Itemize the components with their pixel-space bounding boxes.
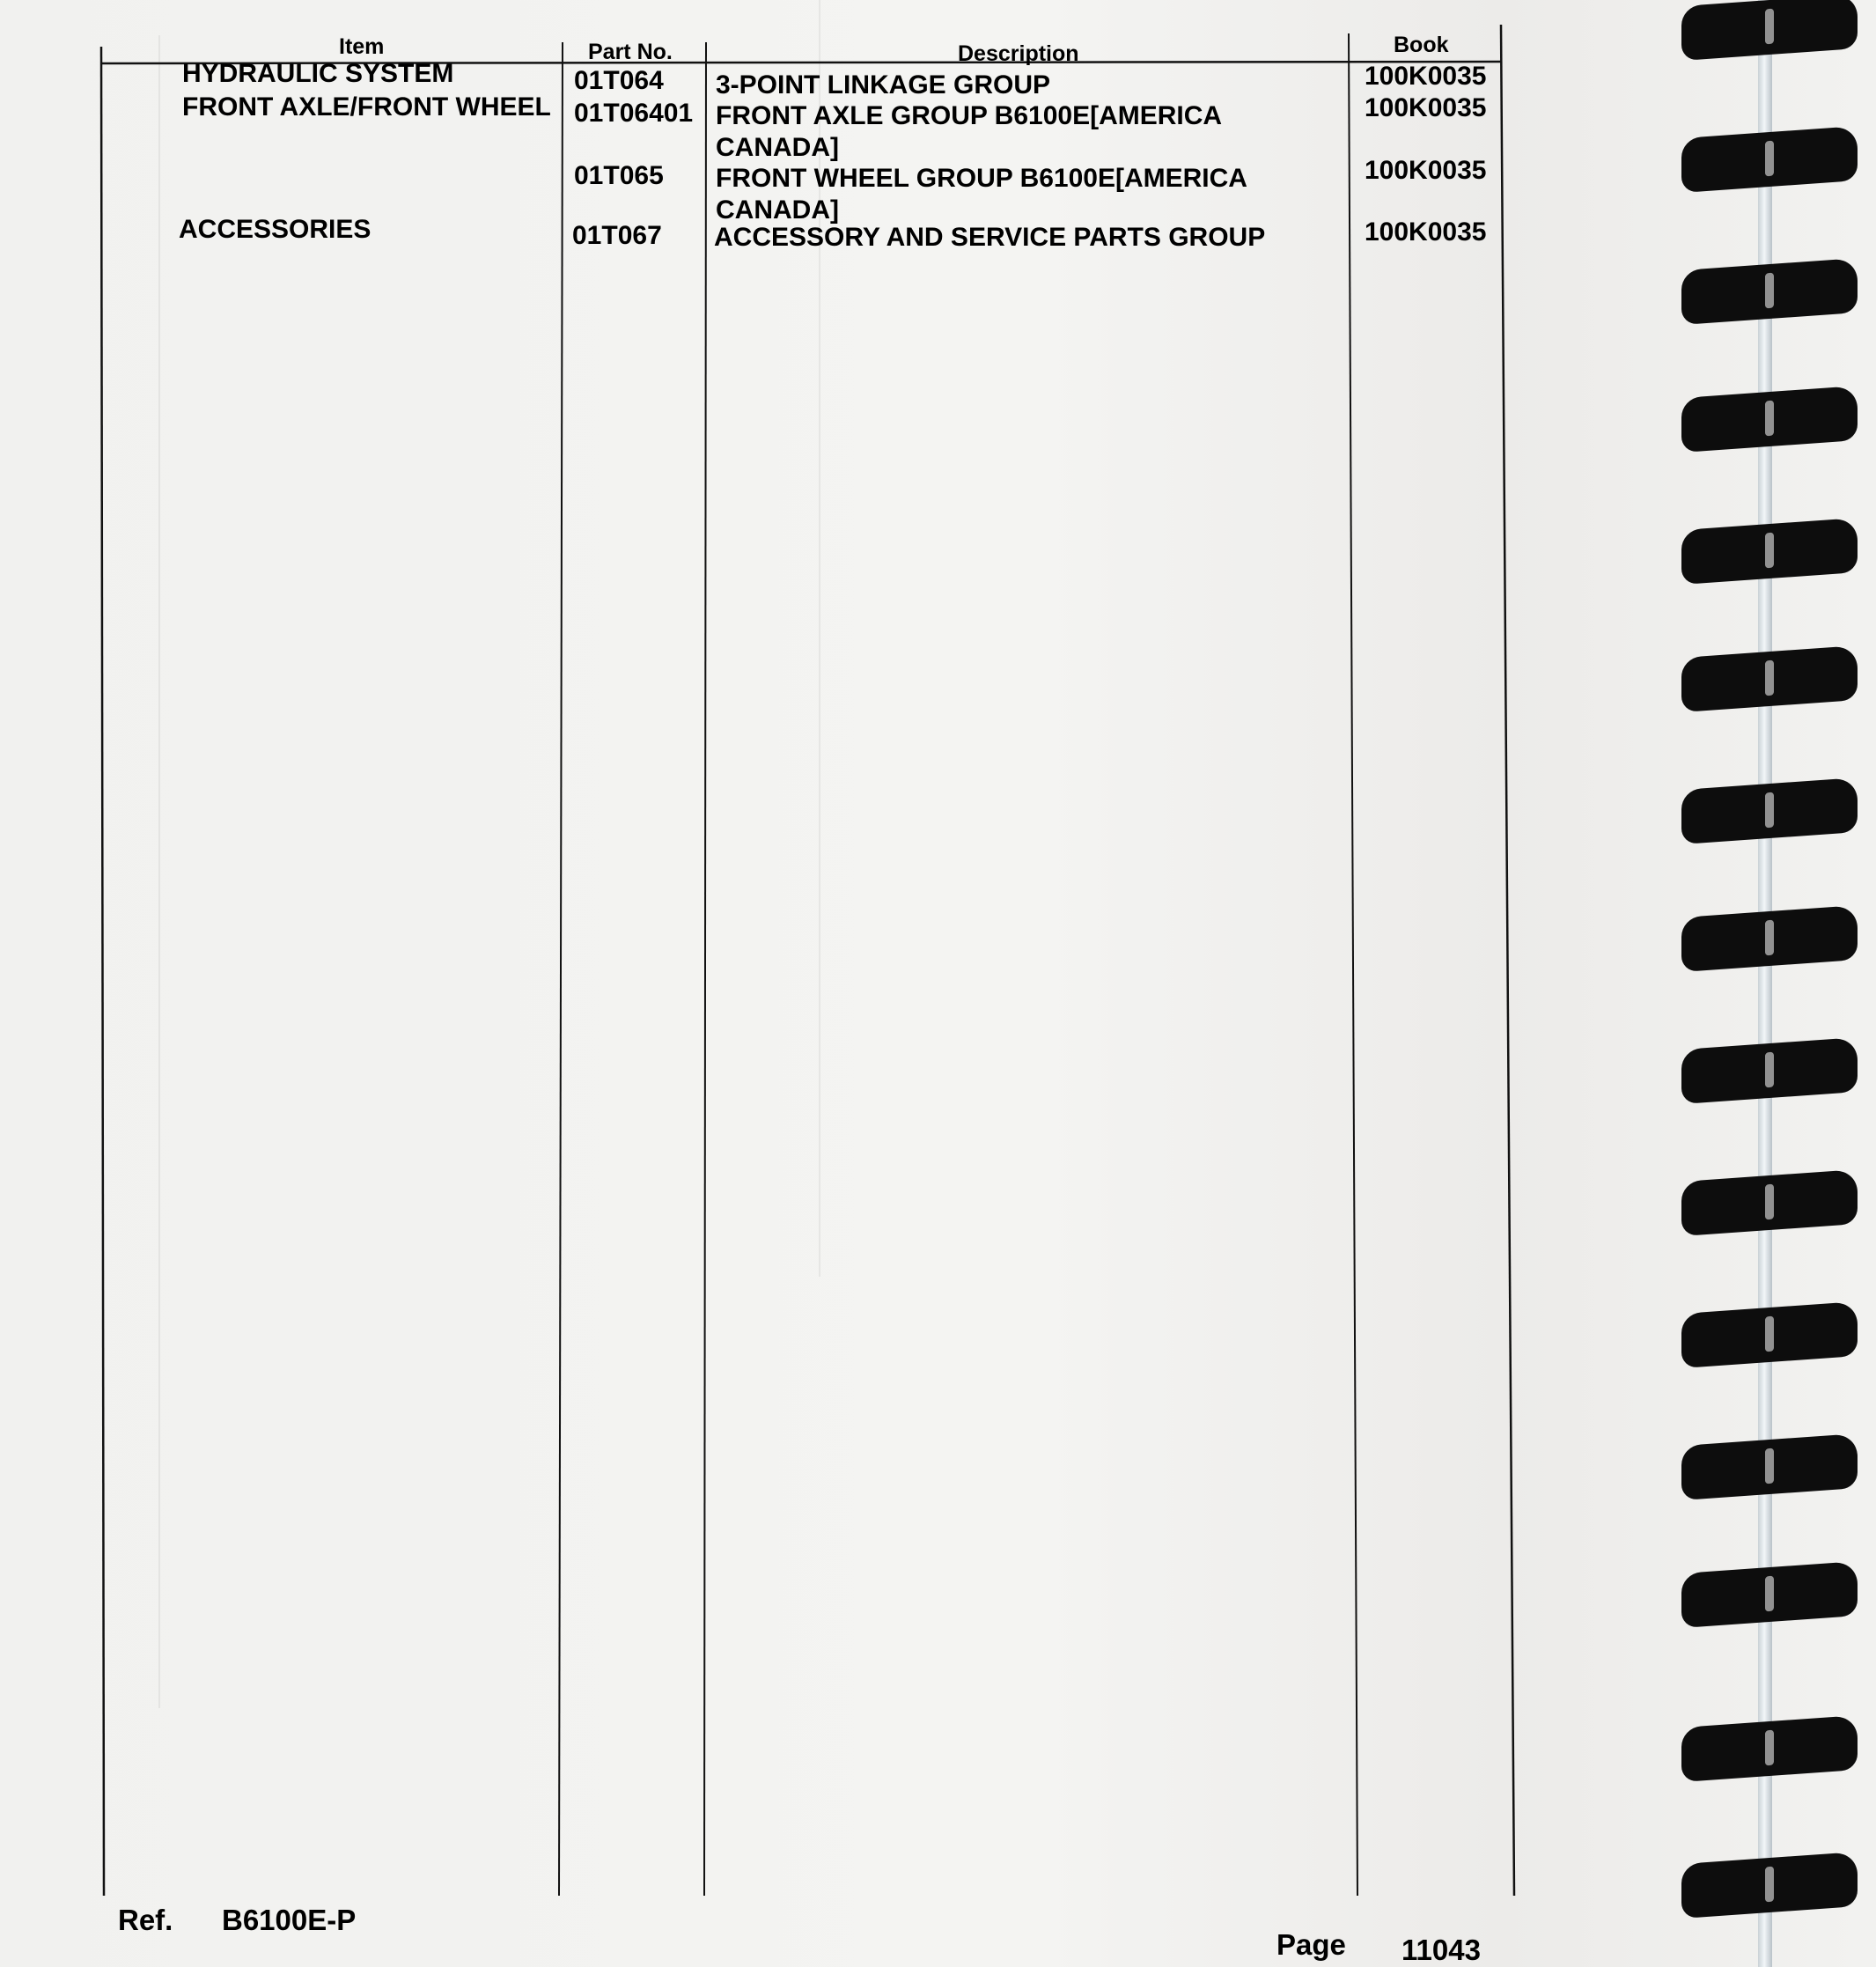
header-book: Book bbox=[1394, 33, 1449, 57]
binding-coil bbox=[1681, 1169, 1858, 1236]
binding-coil bbox=[1681, 777, 1858, 844]
row-1-part-no: 01T064 bbox=[574, 66, 664, 95]
row-4-description: ACCESSORY AND SERVICE PARTS GROUP bbox=[714, 223, 1266, 252]
binding-coil bbox=[1681, 645, 1858, 712]
column-divider-part-no bbox=[559, 42, 563, 1896]
table-left-border bbox=[101, 47, 104, 1896]
footer-ref-value: B6100E-P bbox=[222, 1904, 357, 1936]
row-2-description-line-1: FRONT AXLE GROUP B6100E[AMERICA bbox=[716, 101, 1223, 130]
binding-coil bbox=[1681, 905, 1858, 972]
binding-coil bbox=[1681, 1852, 1858, 1919]
table-right-border bbox=[1501, 25, 1514, 1896]
header-part-no: Part No. bbox=[588, 40, 673, 64]
binding-coil bbox=[1681, 0, 1858, 61]
footer-page-label: Page bbox=[1276, 1928, 1346, 1961]
binding-coil bbox=[1681, 1433, 1858, 1500]
table-rules bbox=[101, 25, 1514, 1896]
binding-coil bbox=[1681, 1301, 1858, 1368]
column-divider-description bbox=[704, 42, 706, 1896]
row-4-item: ACCESSORIES bbox=[179, 215, 372, 244]
row-2-item: FRONT AXLE/FRONT WHEEL bbox=[182, 92, 551, 122]
binding-coil bbox=[1681, 386, 1858, 453]
row-4-part-no: 01T067 bbox=[572, 221, 662, 250]
binding-coil bbox=[1681, 1037, 1858, 1104]
row-2-part-no: 01T06401 bbox=[574, 99, 694, 128]
footer-page-number: 11043 bbox=[1401, 1934, 1481, 1966]
parts-index-table bbox=[101, 25, 1514, 1896]
row-4-book: 100K0035 bbox=[1365, 217, 1487, 247]
binding-coil bbox=[1681, 126, 1858, 193]
spiral-binding bbox=[1655, 0, 1876, 1967]
header-description: Description bbox=[958, 41, 1079, 66]
row-1-item: HYDRAULIC SYSTEM bbox=[182, 59, 454, 88]
footer-ref-label: Ref. bbox=[118, 1904, 173, 1936]
row-3-description-line-1: FRONT WHEEL GROUP B6100E[AMERICA bbox=[716, 164, 1247, 193]
column-divider-book bbox=[1349, 33, 1357, 1896]
row-3-description-line-2: CANADA] bbox=[716, 195, 839, 225]
header-item: Item bbox=[339, 34, 385, 59]
row-1-book: 100K0035 bbox=[1365, 62, 1487, 91]
binding-coil bbox=[1681, 1715, 1858, 1782]
row-2-book: 100K0035 bbox=[1365, 93, 1487, 122]
binding-coil bbox=[1681, 258, 1858, 325]
row-2-description-line-2: CANADA] bbox=[716, 133, 839, 162]
row-3-part-no: 01T065 bbox=[574, 161, 664, 190]
row-3-book: 100K0035 bbox=[1365, 156, 1487, 185]
row-1-description: 3-POINT LINKAGE GROUP bbox=[716, 70, 1051, 99]
binding-coil bbox=[1681, 518, 1858, 585]
binding-coil bbox=[1681, 1561, 1858, 1628]
